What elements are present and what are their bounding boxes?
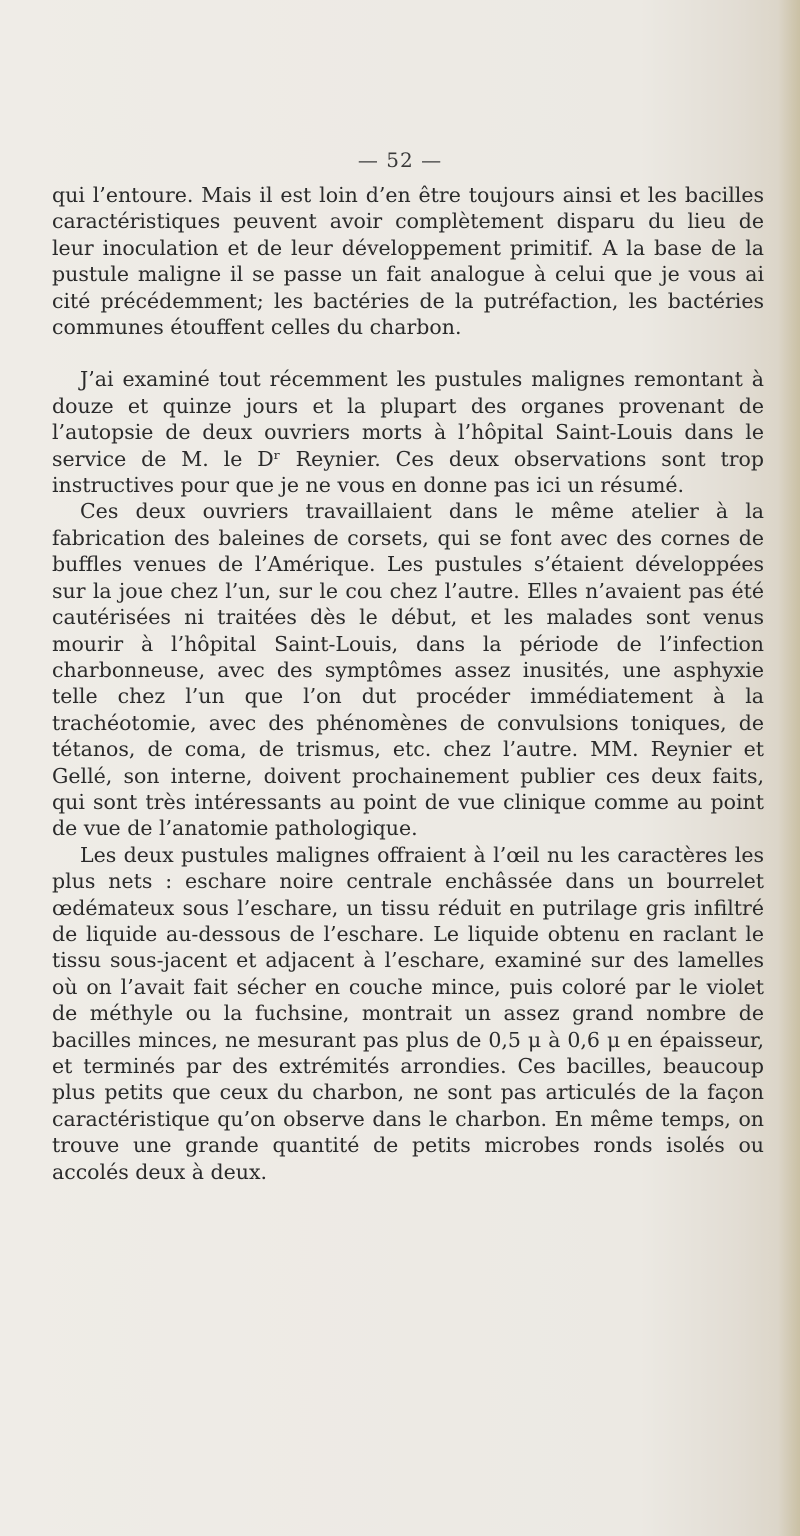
paragraph-4: Les deux pustules malignes offraient à l’œil nu les caractères les plus nets : eschare noire centrale enchâssée dans un bourrelet œdémateux sous l’eschare, un tissu réduit en putrilage gris infiltré de liquide au-dessous de l’eschare. Le liquide obtenu en raclant le tissu sous-jacent et adjacent à l’eschare, examiné sur des lamelles où on l’avait fait sécher en couche mince, puis coloré par le violet de méthyle ou la fuchsine, montrait un assez grand nombre de bacilles minces, ne mesurant pas plus de 0,5 μ à 0,6 μ en épaisseur, et terminés par des extrémités arrondies. Ces bacilles, beaucoup plus petits que ceux du charbon, ne sont pas articulés de la façon caractéristique qu’on observe dans le charbon. En même temps, on trouve une grande quantité de petits microbes ronds isolés ou accolés deux à deux. [52, 842, 764, 1184]
paragraph-gap [52, 340, 764, 366]
paragraph-2: J’ai examiné tout récemment les pustules malignes remontant à douze et quinze jours et la plupart des organes provenant de l’autopsie de deux ouvriers morts à l’hôpital Saint-Louis dans le service de M. le Dʳ Reynier. Ces deux observations sont trop instructives pour que je ne vous en donne pas ici un résumé. [52, 367, 764, 498]
paragraph-1: qui l’entoure. Mais il est loin d’en être toujours ainsi et les bacilles caractéristiques peuvent avoir complètement disparu du lieu de leur inoculation et de leur développement primitif. A la base de la pustule maligne il se passe un fait analogue à celui que je vous ai cité précédemment; les bactéries de la putréfaction, les bactéries communes étouffent celles du charbon. [52, 183, 764, 340]
page-edge-shadow [778, 0, 800, 1536]
page-number: — 52 — [357, 148, 443, 172]
body-text [52, 182, 764, 1185]
paragraph-3: Ces deux ouvriers travaillaient dans le même atelier à la fabrication des baleines de corsets, qui se font avec des cornes de buffles venues de l’Amérique. Les pustules s’étaient développées sur la joue chez l’un, sur le cou chez l’autre. Elles n’avaient pas été cautérisées ni traitées dès le début, et les malades sont venus mourir à l’hôpital Saint-Louis, dans la période de l’infection charbonneuse, avec des symptômes assez inusités, une asphyxie telle chez l’un que l’on dut procéder immédiatement à la trachéotomie, avec des phénomènes de convulsions toniques, de tétanos, de coma, de trismus, etc. chez l’autre. MM. Reynier et Gellé, son interne, doivent prochainement publier ces deux faits, qui sont très intéressants au point de vue clinique comme au point de vue de l’anatomie pathologique. [52, 499, 764, 841]
